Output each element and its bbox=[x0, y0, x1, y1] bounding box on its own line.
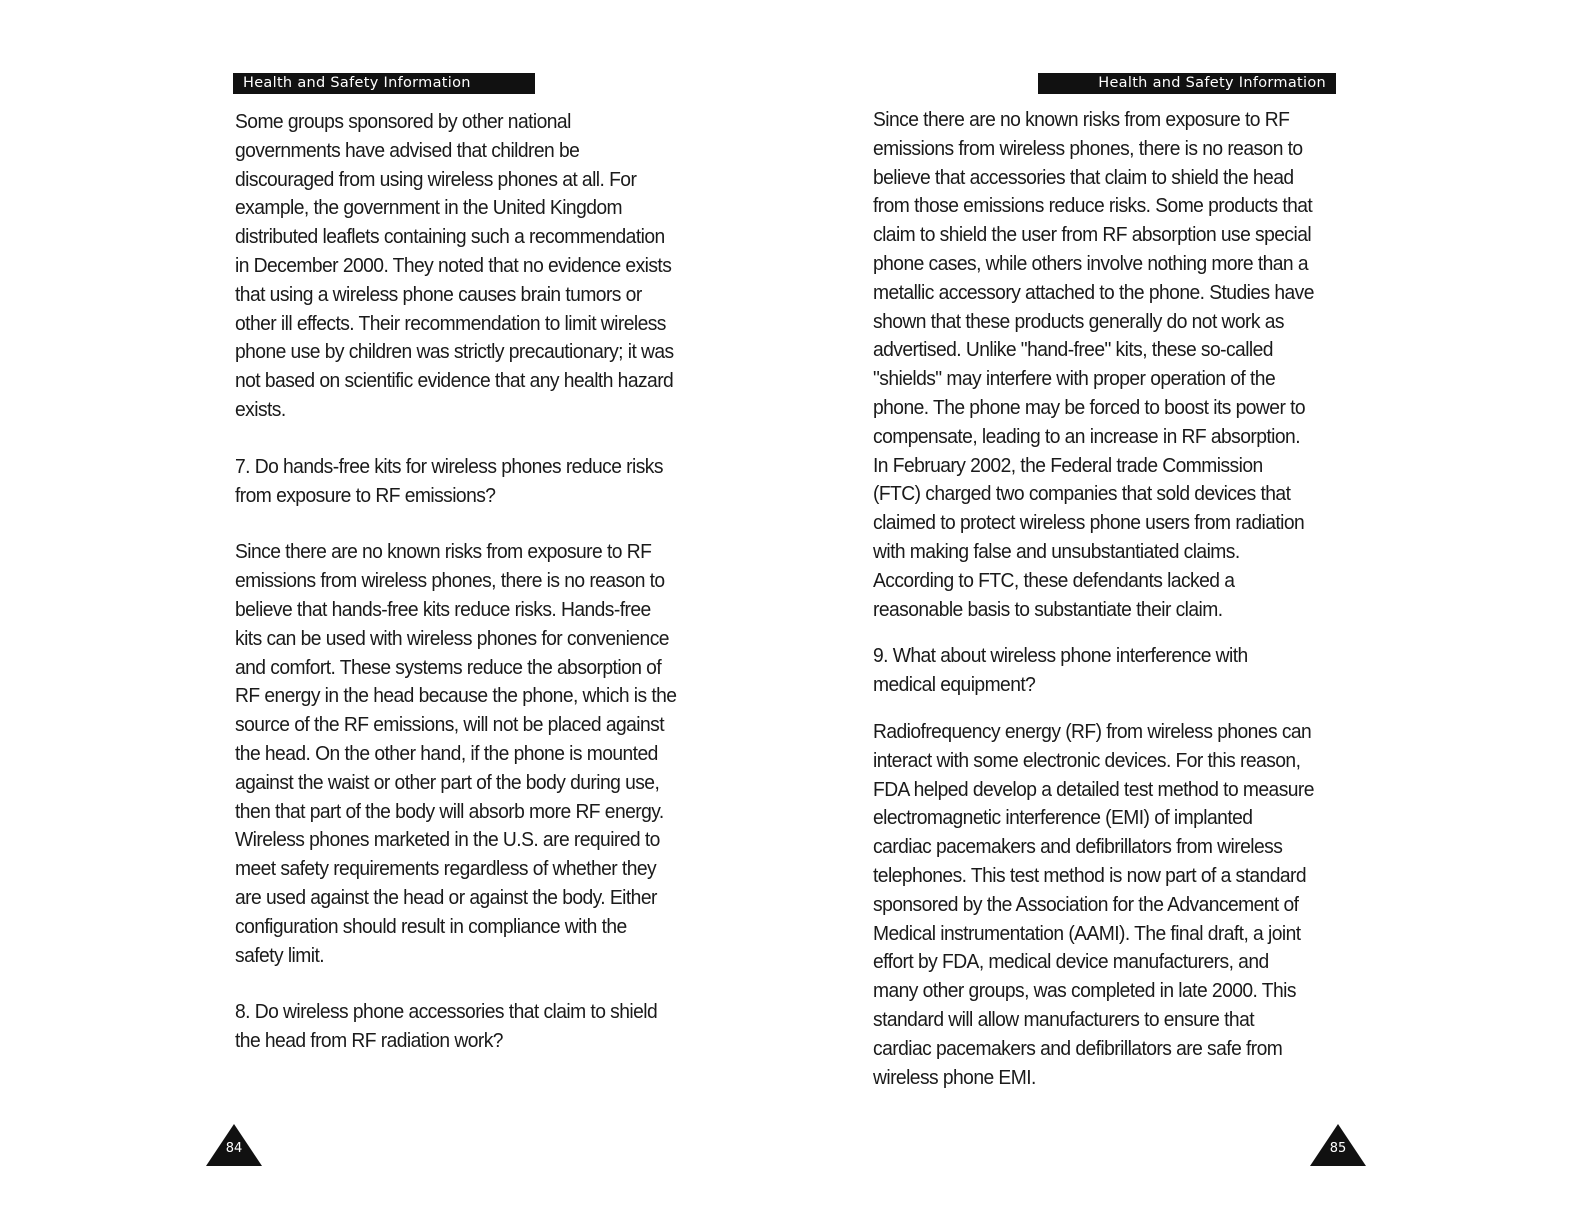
section-header-banner: Health and Safety Information bbox=[1038, 73, 1336, 94]
answer-9: Radiofrequency energy (RF) from wireless phones can interact with some electronic devices. For this reason, FDA helped develop a detailed test method to measure electromagnetic interference (EMI) of implanted cardiac pacemakers and defibrillators from wireless telephones. This test method is now part of a standard sponsored by the Association for the Advancement of Medical instrumentation (AAMI). The final draft, a joint effort by FDA, medical device manufacturers, and many other groups, was completed in late 2000. This standard will allow manufacturers to ensure that cardiac pacemakers and defibrillators are safe from wireless phone EMI. bbox=[873, 719, 1314, 1089]
question-8: 8. Do wireless phone accessories that claim to shield the head from RF radiation work? bbox=[235, 1000, 658, 1053]
answer-7: Since there are no known risks from exposure to RF emissions from wireless phones, there is no reason to believe that hands-free kits reduce risks. Hands-free kits can be used with wireless phones for convenience and comfort. These systems reduce the absorption of RF energy in the head because the phone, which is the source of the RF emissions, will not be placed against the head. On the other hand, if the phone is mounted against the waist or other part of the body during use, then that part of the body will absorb more RF energy. Wireless phones marketed in the U.S. are required to meet safety requirements regardless of whether they are used against the head or against the body. Either configuration should result in compliance with the safety limit. bbox=[235, 540, 677, 967]
right-page bbox=[789, 0, 1578, 1221]
question-9: 9. What about wireless phone interference with medical equipment? bbox=[873, 644, 1248, 697]
page-number-marker bbox=[204, 1122, 264, 1168]
section-header-banner: Health and Safety Information bbox=[233, 73, 535, 94]
right-page-text bbox=[873, 106, 1315, 1092]
page-number-marker bbox=[1308, 1122, 1368, 1168]
page-number: 85 bbox=[1329, 1141, 1347, 1156]
left-page-text bbox=[235, 108, 677, 1056]
page-number: 84 bbox=[225, 1141, 243, 1156]
answer-8: Since there are no known risks from exposure to RF emissions from wireless phones, there is no reason to believe that accessories that claim to shield the head from those emissions reduce risks. Some products that claim to shield the user from RF absorption use special phone cases, while others involve nothing more than a metallic accessory attached to the phone. Studies have shown that these products generally do not work as advertised. Unlike "hand-free" kits, these so-called "shields" may interfere with proper operation of the phone. The phone may be forced to boost its power to compensate, leading to an increase in RF absorption. In February 2002, the Federal trade Commission (FTC) charged two companies that sold devices that claimed to protect wireless phone users from radiation with making false and unsubstantiated claims. According to FTC, these defendants lacked a reasonable basis to substantiate their claim. bbox=[873, 108, 1314, 621]
paragraph-children-advice: Some groups sponsored by other national governments have advised that children be discouraged from using wireless phones at all. For example, the government in the United Kingdom distributed leaflets containing such a recommendation in December 2000. They noted that no evidence exists that using a wireless phone causes brain tumors or other ill effects. Their recommendation to limit wireless phone use by children was strictly precautionary; it was not based on scientific evidence that any health hazard exists. bbox=[235, 110, 674, 421]
question-7: 7. Do hands-free kits for wireless phones reduce risks from exposure to RF emissions? bbox=[235, 454, 663, 507]
